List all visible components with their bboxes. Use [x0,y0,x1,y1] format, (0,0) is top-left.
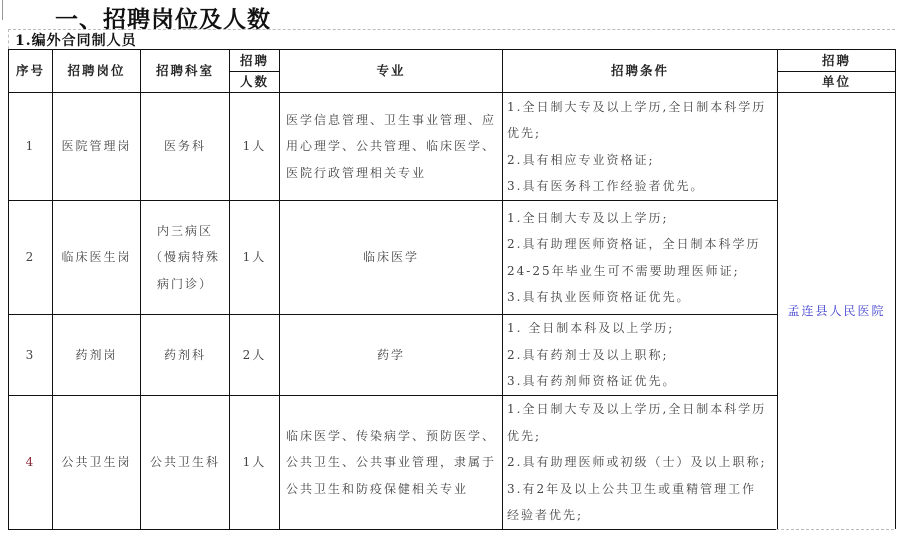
conditions-cell [503,396,778,530]
header-department: 招聘科室 [141,50,230,93]
text-line: 用心理学、公共管理、临床医学、 [286,139,497,154]
count-cell: 1人 [230,93,280,201]
header-conditions: 招聘条件 [503,50,778,93]
text-line: 临床医学、传染病学、预防医学、 [286,428,497,443]
header-count-top: 招聘 [230,50,280,72]
text-line: 2.具有助理医师或初级（士）及以上职称; [507,455,767,469]
department-cell [141,315,230,396]
position-cell: 公共卫生岗 [53,396,141,530]
count-cell: 2人 [230,315,280,396]
table-row [9,315,896,396]
header-count-bottom: 人数 [230,72,280,93]
department-cell [141,201,230,315]
header-unit-bottom: 单位 [778,72,896,93]
text-line: 药学 [377,347,406,362]
seq-cell: 2 [9,201,53,315]
text-line: 公共卫生和防疫保健相关专业 [286,481,469,496]
text-line: 1.全日制大专及以上学历,全日制本科学历 [507,402,767,416]
text-line: 内三病区 [156,223,213,238]
header-row [9,50,896,72]
major-cell [280,93,503,201]
text-line: 医院行政管理相关专业 [286,165,427,180]
count-cell: 1人 [230,396,280,530]
header-seq: 序号 [9,50,53,93]
text-line: 1.全日制大专及以上学历,全日制本科学历 [507,99,767,114]
text-line: 3.具有药剂师资格证优先。 [507,374,677,389]
text-line: 医务科 [163,139,206,154]
unit-cell: 孟连县人民医院 [778,93,896,530]
text-line: 病门诊） [156,276,213,291]
recruitment-table [8,49,896,530]
text-line: 公共卫生科 [149,455,220,469]
text-line: 2.具有助理医师资格证，全日制本科学历 [507,237,761,251]
text-line: 1.全日制大专及以上学历; [507,210,669,225]
text-boundary-bottom [776,529,894,530]
conditions-cell [503,93,778,201]
seq-cell: 3 [9,315,53,396]
header-position: 招聘岗位 [53,50,141,93]
text-line: 3.具有医务科工作经验者优先。 [507,179,705,193]
text-line: 医学信息管理、卫生事业管理、应 [286,112,497,127]
text-boundary-left [8,29,9,49]
page-corner-mark [0,0,3,20]
department-cell [141,396,230,530]
text-line: 3.具有执业医师资格证优先。 [507,290,691,304]
count-cell: 1人 [230,201,280,315]
table-row [9,396,896,530]
major-cell [280,315,503,396]
text-line: 经验者优先; [507,508,584,522]
table-row [9,201,896,315]
text-line: 3.有2年及以上公共卫生或重精管理工作 [507,481,757,496]
seq-cell: 4 [9,396,53,530]
text-line: 24-25年毕业生可不需要助理医师证; [507,263,740,278]
text-line: 公共卫生、公共事业管理，隶属于 [286,455,497,469]
position-cell: 临床医生岗 [53,201,141,315]
text-line: 优先; [507,428,542,443]
conditions-cell [503,315,778,396]
position-cell: 医院管理岗 [53,93,141,201]
seq-cell: 1 [9,93,53,201]
department-cell [141,93,230,201]
header-major: 专业 [280,50,503,93]
text-line: 药剂科 [163,347,206,362]
header-unit-top: 招聘 [778,50,896,72]
major-cell [280,201,503,315]
text-line: 1. 全日制本科及以上学历; [507,321,675,336]
text-line: （慢病特殊 [149,250,220,265]
text-line: 临床医学 [363,250,420,265]
table-row [9,93,896,201]
position-cell: 药剂岗 [53,315,141,396]
text-line: 2.具有药剂士及以上职称; [507,347,669,362]
text-line: 2.具有相应专业资格证; [507,152,655,167]
major-cell [280,396,503,530]
text-boundary-top [8,29,895,30]
text-line: 优先; [507,126,542,140]
conditions-cell [503,201,778,315]
section-title: 一、招聘岗位及人数 [55,7,271,33]
subsection-title: 1.编外合同制人员 [15,33,137,49]
